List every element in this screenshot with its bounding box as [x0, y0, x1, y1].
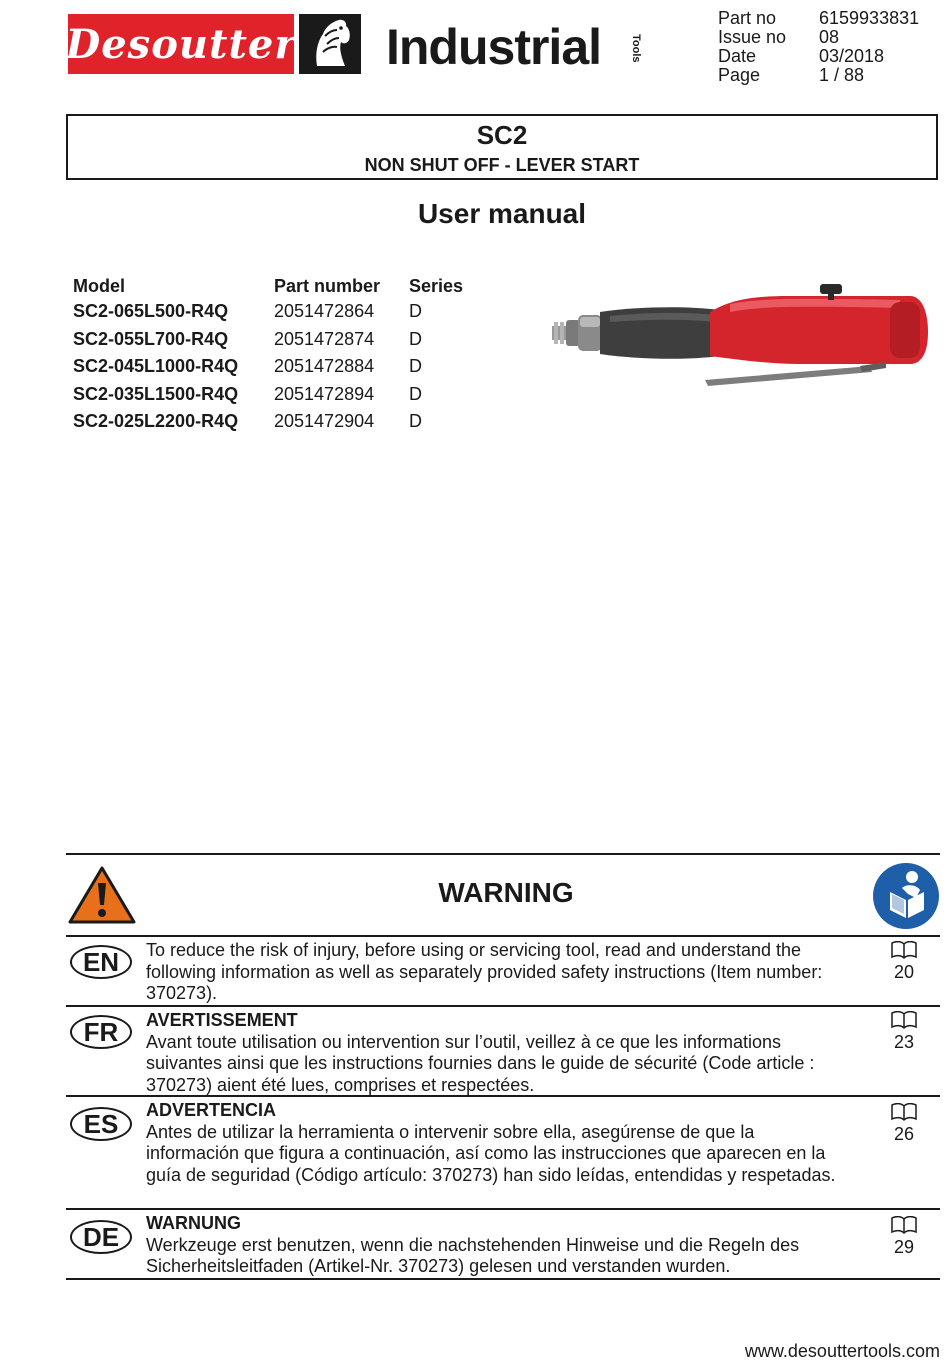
- warning-row-en: [66, 935, 940, 1006]
- read-manual-icon: [872, 862, 940, 930]
- page-reference[interactable]: [884, 941, 924, 982]
- part-number-cell: 2051472894: [274, 383, 375, 404]
- warning-heading: ADVERTENCIA: [146, 1100, 277, 1120]
- table-row: [73, 408, 489, 436]
- title-box: [66, 114, 938, 180]
- page-number: 26: [893, 1124, 915, 1144]
- book-icon: [891, 1216, 917, 1234]
- warning-heading: AVERTISSEMENT: [146, 1010, 298, 1030]
- model-cell: SC2-065L500-R4Q: [73, 301, 229, 322]
- page-number: 29: [893, 1237, 915, 1257]
- desoutter-logo: [65, 14, 297, 74]
- table-header-row: [73, 276, 489, 298]
- document-meta: [718, 9, 938, 85]
- table-row: [73, 381, 489, 409]
- language-badge: ES: [70, 1107, 132, 1141]
- column-header: Model: [73, 276, 125, 296]
- warning-body: Antes de utilizar la herramienta o intervenir sobre ella, asegúrense de que la información que figura a continuación, así como las instrucciones que aparecen en la guía de seguridad (Código artículo: 370273) han sido leídas, entendidas y respetadas.: [146, 1121, 836, 1185]
- language-badge: DE: [70, 1220, 132, 1254]
- warning-row-fr: [66, 1005, 940, 1096]
- book-icon: [891, 941, 917, 959]
- product-title: SC2: [476, 120, 528, 150]
- warning-top-rule: [66, 853, 940, 855]
- series-cell: D: [409, 411, 422, 432]
- part-number-cell: 2051472864: [274, 301, 375, 322]
- series-cell: D: [409, 301, 422, 322]
- series-cell: D: [409, 328, 422, 349]
- screwdriver-illustration: [550, 282, 930, 387]
- part-number-cell: 2051472884: [274, 356, 375, 377]
- part-number-cell: 2051472904: [274, 411, 375, 432]
- horse-logo-icon: [299, 14, 361, 74]
- warning-row-de: [66, 1208, 940, 1280]
- footer-website-link[interactable]: www.desouttertools.com: [744, 1341, 940, 1361]
- page-number: 23: [893, 1032, 915, 1052]
- book-icon: [891, 1011, 917, 1029]
- page-number: 20: [893, 962, 915, 982]
- series-cell: D: [409, 356, 422, 377]
- table-row: [73, 298, 489, 326]
- page-reference[interactable]: [884, 1011, 924, 1052]
- language-badge: EN: [70, 945, 132, 979]
- series-cell: D: [409, 383, 422, 404]
- meta-page: Page 1 / 88: [718, 65, 865, 85]
- warning-heading: WARNUNG: [146, 1213, 241, 1233]
- column-header: Part number: [274, 276, 381, 296]
- page-title: User manual: [417, 198, 587, 229]
- meta-part-no: Part no 6159933831: [718, 8, 920, 28]
- model-cell: SC2-055L700-R4Q: [73, 328, 229, 349]
- warning-body: Avant toute utilisation ou intervention sur l’outil, veillez à ce que les informations suivantes ainsi que les instructions fournies dans le guide de sécurité (Code article : 370273) aient été lues, comprises et respectées.: [146, 1031, 815, 1095]
- warning-body: Werkzeuge erst benutzen, wenn die nachstehenden Hinweise und die Regeln des Sicherheitsleitfaden (Artikel-Nr. 370273) gelesen und verstanden wurden.: [146, 1234, 800, 1276]
- model-table: [73, 276, 489, 436]
- brand-name: Desoutter: [65, 20, 297, 68]
- meta-issue-no: Issue no 08: [718, 27, 840, 47]
- table-row: [73, 326, 489, 354]
- warning-body: To reduce the risk of injury, before using or servicing tool, read and understand the following information as well as separately provided safety instructions (Item number: 370273).: [146, 940, 823, 1003]
- page-reference[interactable]: [884, 1216, 924, 1257]
- part-number-cell: 2051472874: [274, 328, 375, 349]
- warning-row-es: [66, 1095, 940, 1209]
- meta-date: Date 03/2018: [718, 46, 885, 66]
- model-cell: SC2-035L1500-R4Q: [73, 383, 239, 404]
- warning-text: [146, 1010, 846, 1096]
- tools-wordmark: Tools: [630, 34, 642, 63]
- page-reference[interactable]: [884, 1103, 924, 1144]
- warning-text: [146, 1213, 846, 1278]
- column-header: Series: [409, 276, 464, 296]
- warning-text: [146, 940, 846, 1005]
- industrial-wordmark: Industrial: [386, 19, 602, 75]
- warning-text: [146, 1100, 846, 1186]
- model-cell: SC2-025L2200-R4Q: [73, 411, 239, 432]
- model-cell: SC2-045L1000-R4Q: [73, 356, 239, 377]
- table-row: [73, 353, 489, 381]
- product-subtitle: NON SHUT OFF - LEVER START: [364, 155, 640, 175]
- language-badge: FR: [70, 1015, 132, 1049]
- book-icon: [891, 1103, 917, 1121]
- warning-title: WARNING: [438, 877, 574, 908]
